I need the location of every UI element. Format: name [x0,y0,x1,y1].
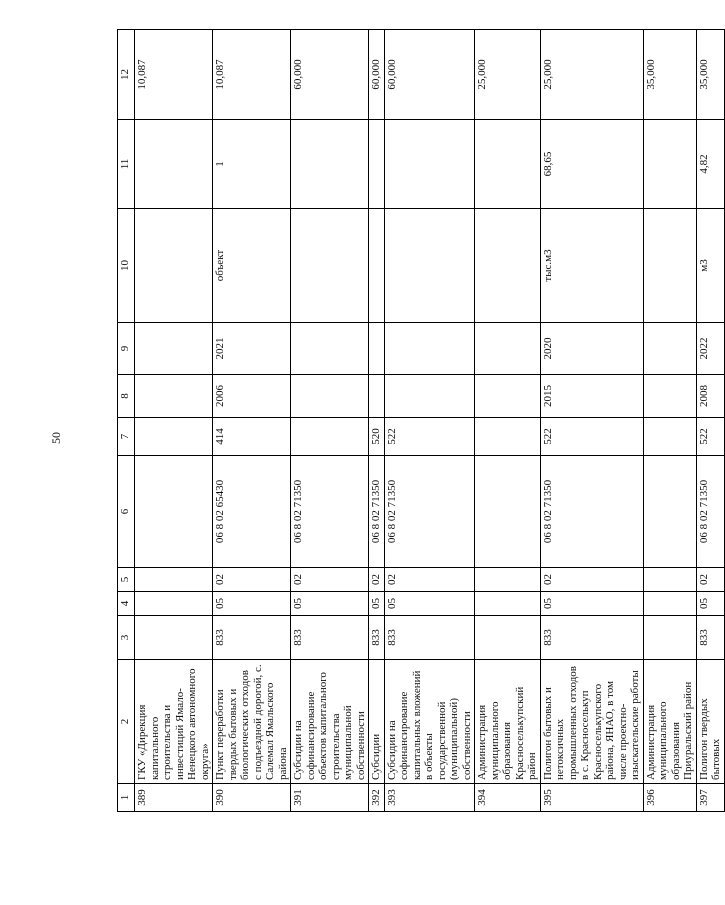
end-year-cell: 2022 [696,323,724,375]
code-cell: 833 [384,616,475,660]
code-cell: 833 [291,616,369,660]
section-cell [475,592,541,616]
header-row [118,30,135,812]
target-article-cell [475,456,541,568]
expense-type-cell: 522 [384,418,475,456]
section-cell: 05 [369,592,385,616]
capacity-cell: 4,82 [696,120,724,209]
row-number-cell: 393 [384,784,475,812]
subsection-cell [643,568,696,592]
name-cell: Субсидии на софинансирование капитальных вложений в объекты государственной (муниципальной) собственности [384,660,475,784]
expense-type-cell: 522 [696,418,724,456]
name-cell: Администрация муниципального образования Красноселькупский район [475,660,541,784]
section-cell: 05 [291,592,369,616]
capacity-cell [369,120,385,209]
expense-type-cell [135,418,213,456]
name-cell: Полигон твердых бытовых [696,660,724,784]
target-article-cell: 06 8 02 71350 [369,456,385,568]
section-cell: 05 [384,592,475,616]
header-cell: 2 [118,660,135,784]
end-year-cell: 2021 [213,323,291,375]
code-cell [135,616,213,660]
end-year-cell [384,323,475,375]
start-year-cell [291,375,369,418]
section-cell: 05 [213,592,291,616]
name-cell: Пункт переработки твердых бытовых и биологических отходов с подъездной дорогой, с. Салемал Ямальского района [213,660,291,784]
table-row [384,30,475,812]
section-cell: 05 [540,592,643,616]
name-cell: ГКУ «Дирекция капитального строительства и инвестиций Ямало-Ненецкого автономного округа» [135,660,213,784]
row-number-cell: 395 [540,784,643,812]
amount-cell: 10,087 [213,30,291,120]
target-article-cell: 06 8 02 65430 [213,456,291,568]
target-article-cell [643,456,696,568]
code-cell [643,616,696,660]
target-article-cell: 06 8 02 71350 [540,456,643,568]
capacity-cell [291,120,369,209]
subsection-cell [475,568,541,592]
expense-type-cell [475,418,541,456]
amount-cell: 60,000 [384,30,475,120]
unit-cell: м3 [696,209,724,323]
start-year-cell: 2015 [540,375,643,418]
subsection-cell: 02 [213,568,291,592]
header-cell: 6 [118,456,135,568]
capacity-cell: 1 [213,120,291,209]
unit-cell [384,209,475,323]
header-cell: 7 [118,418,135,456]
subsection-cell: 02 [540,568,643,592]
end-year-cell [643,323,696,375]
expense-type-cell [291,418,369,456]
code-cell: 833 [696,616,724,660]
header-cell: 3 [118,616,135,660]
header-cell: 4 [118,592,135,616]
code-cell: 833 [540,616,643,660]
row-number-cell: 390 [213,784,291,812]
end-year-cell [369,323,385,375]
target-article-cell: 06 8 02 71350 [384,456,475,568]
section-cell [135,592,213,616]
start-year-cell [384,375,475,418]
table-row [696,30,724,812]
name-cell: Субсидии на софинансирование объектов капитального строительства муниципальной собственности [291,660,369,784]
end-year-cell: 2020 [540,323,643,375]
header-cell: 9 [118,323,135,375]
header-cell: 11 [118,120,135,209]
code-cell: 833 [369,616,385,660]
unit-cell [369,209,385,323]
expense-type-cell: 520 [369,418,385,456]
page-number: 50 [49,432,63,444]
start-year-cell [135,375,213,418]
header-cell: 1 [118,784,135,812]
row-number-cell: 396 [643,784,696,812]
code-cell: 833 [213,616,291,660]
capacity-cell [475,120,541,209]
code-cell [475,616,541,660]
subsection-cell: 02 [384,568,475,592]
end-year-cell [291,323,369,375]
capacity-cell: 68,65 [540,120,643,209]
end-year-cell [135,323,213,375]
amount-cell: 10,087 [135,30,213,120]
name-cell: Администрация муниципального образования Приуральский район [643,660,696,784]
end-year-cell [475,323,541,375]
amount-cell: 25,000 [540,30,643,120]
table-row [213,30,291,812]
target-article-cell: 06 8 02 71350 [291,456,369,568]
subsection-cell: 02 [291,568,369,592]
expense-type-cell: 522 [540,418,643,456]
capacity-cell [643,120,696,209]
unit-cell [135,209,213,323]
capacity-cell [135,120,213,209]
header-cell: 10 [118,209,135,323]
row-number-cell: 391 [291,784,369,812]
subsection-cell: 02 [369,568,385,592]
subsection-cell: 02 [696,568,724,592]
budget-table [117,29,725,812]
capacity-cell [384,120,475,209]
row-number-cell: 394 [475,784,541,812]
row-number-cell: 392 [369,784,385,812]
table-row [475,30,541,812]
name-cell: Полигон бытовых и нетоксичных промышленных отходов в с. Красноселькуп Красноселькупского района, ЯНАО, в том числе проектно-изыскательские работы [540,660,643,784]
start-year-cell: 2008 [696,375,724,418]
unit-cell: объект [213,209,291,323]
section-cell [643,592,696,616]
header-cell: 12 [118,30,135,120]
table-row [135,30,213,812]
row-number-cell: 397 [696,784,724,812]
start-year-cell [475,375,541,418]
header-cell: 5 [118,568,135,592]
table-row [369,30,385,812]
rotated-table-container [117,30,722,812]
row-number-cell: 389 [135,784,213,812]
start-year-cell [369,375,385,418]
unit-cell [475,209,541,323]
header-cell: 8 [118,375,135,418]
unit-cell: тыс.м3 [540,209,643,323]
table-row [540,30,643,812]
table-row [643,30,696,812]
table-row [291,30,369,812]
name-cell: Субсидии [369,660,385,784]
amount-cell: 60,000 [291,30,369,120]
amount-cell: 25,000 [475,30,541,120]
amount-cell: 60,000 [369,30,385,120]
start-year-cell [643,375,696,418]
amount-cell: 35,000 [643,30,696,120]
unit-cell [291,209,369,323]
target-article-cell [135,456,213,568]
expense-type-cell: 414 [213,418,291,456]
subsection-cell [135,568,213,592]
section-cell: 05 [696,592,724,616]
start-year-cell: 2006 [213,375,291,418]
unit-cell [643,209,696,323]
target-article-cell: 06 8 02 71350 [696,456,724,568]
amount-cell: 35,000 [696,30,724,120]
expense-type-cell [643,418,696,456]
